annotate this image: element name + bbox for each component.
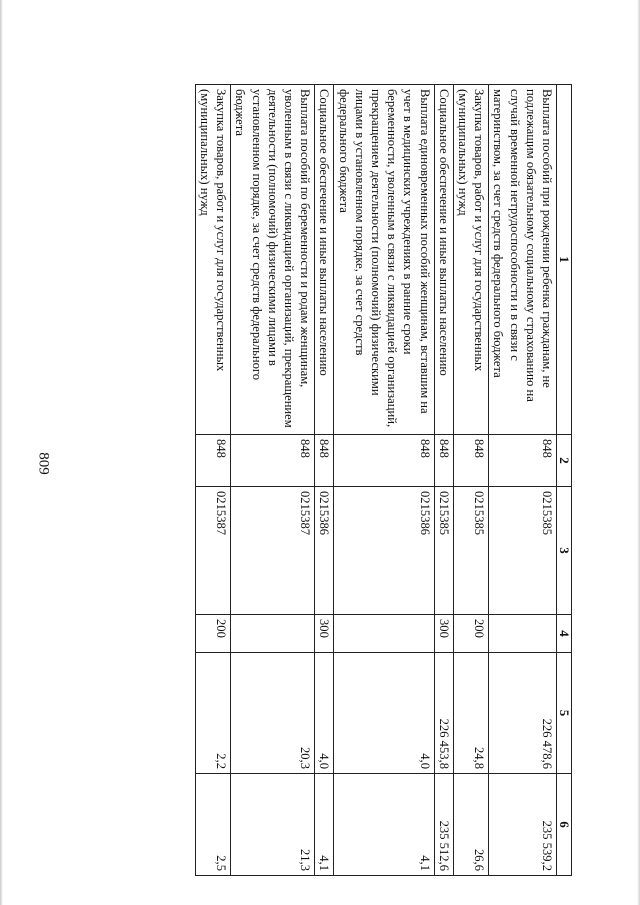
row-grbs: 848 bbox=[231, 435, 315, 487]
row-sum-1: 2,2 bbox=[195, 653, 230, 774]
row-grbs: 848 bbox=[334, 435, 434, 487]
row-grbs: 848 bbox=[195, 435, 230, 487]
row-vr: 300 bbox=[315, 615, 334, 653]
row-sum-2: 21,3 bbox=[231, 774, 315, 876]
row-sum-1: 226 478,6 bbox=[489, 653, 557, 774]
row-csr: 0215386 bbox=[315, 487, 334, 615]
row-name: Закупка товаров, работ и услуг для государственных (муниципальных) нужд bbox=[453, 85, 488, 435]
row-csr: 0215387 bbox=[231, 487, 315, 615]
row-vr: 200 bbox=[195, 615, 230, 653]
row-vr bbox=[231, 615, 315, 653]
column-header: 4 bbox=[557, 615, 572, 653]
row-vr: 200 bbox=[453, 615, 488, 653]
table-row bbox=[453, 85, 488, 876]
row-sum-2: 235 539,2 bbox=[489, 774, 557, 876]
header-row bbox=[557, 85, 572, 876]
table-row bbox=[489, 85, 557, 876]
row-sum-1: 226 453,8 bbox=[434, 653, 453, 774]
row-grbs: 848 bbox=[434, 435, 453, 487]
table-row bbox=[434, 85, 453, 876]
row-sum-2: 4,1 bbox=[315, 774, 334, 876]
column-header: 1 bbox=[557, 85, 572, 435]
row-sum-2: 26,6 bbox=[453, 774, 488, 876]
column-header: 3 bbox=[557, 487, 572, 615]
table-row bbox=[231, 85, 315, 876]
row-grbs: 848 bbox=[489, 435, 557, 487]
row-sum-2: 4,1 bbox=[334, 774, 434, 876]
rotated-page bbox=[95, 84, 572, 875]
column-header: 5 bbox=[557, 653, 572, 774]
row-vr bbox=[489, 615, 557, 653]
row-sum-2: 2,5 bbox=[195, 774, 230, 876]
row-vr bbox=[334, 615, 434, 653]
row-csr: 0215385 bbox=[489, 487, 557, 615]
row-sum-1: 24,8 bbox=[453, 653, 488, 774]
row-name: Выплата пособий по беременности и родам женщинам, уволенным в связи с ликвидацией организаций, прекращением деятельности (полномочий) физическими лицами в установленном порядке, за счет средств федерального бюджета bbox=[231, 85, 315, 435]
row-vr: 300 bbox=[434, 615, 453, 653]
row-name: Закупка товаров, работ и услуг для государственных (муниципальных) нужд bbox=[195, 85, 230, 435]
column-header: 2 bbox=[557, 435, 572, 487]
row-csr: 0215385 bbox=[434, 487, 453, 615]
budget-table bbox=[195, 84, 572, 876]
row-name: Социальное обеспечение и иные выплаты населению bbox=[315, 85, 334, 435]
row-csr: 0215385 bbox=[453, 487, 488, 615]
row-sum-1: 4,0 bbox=[334, 653, 434, 774]
row-grbs: 848 bbox=[315, 435, 334, 487]
table-row bbox=[315, 85, 334, 876]
row-sum-1: 20,3 bbox=[231, 653, 315, 774]
scan-edge-left bbox=[0, 0, 3, 905]
row-csr: 0215386 bbox=[334, 487, 434, 615]
row-sum-1: 4,0 bbox=[315, 653, 334, 774]
table-row bbox=[195, 85, 230, 876]
row-sum-2: 235 512,6 bbox=[434, 774, 453, 876]
row-name: Социальное обеспечение и иные выплаты населению bbox=[434, 85, 453, 435]
row-csr: 0215387 bbox=[195, 487, 230, 615]
table-row bbox=[334, 85, 434, 876]
row-name: Выплата пособий при рождении ребенка гражданам, не подлежащим обязательному социальному страхованию на случай временной нетрудоспособности и в связи с материнством, за счет средств федерального бюджета bbox=[489, 85, 557, 435]
row-name: Выплата единовременных пособий женщинам, вставшим на учет в медицинских учреждениях в ранние сроки беременности, уволенным в связи с ликвидацией организаций, прекращением деятельности (полномочий) физическими лицами в установленном порядке, за счет средств федерального бюджета bbox=[334, 85, 434, 435]
page-number: 809 bbox=[35, 452, 52, 475]
row-grbs: 848 bbox=[453, 435, 488, 487]
column-header: 6 bbox=[557, 774, 572, 876]
